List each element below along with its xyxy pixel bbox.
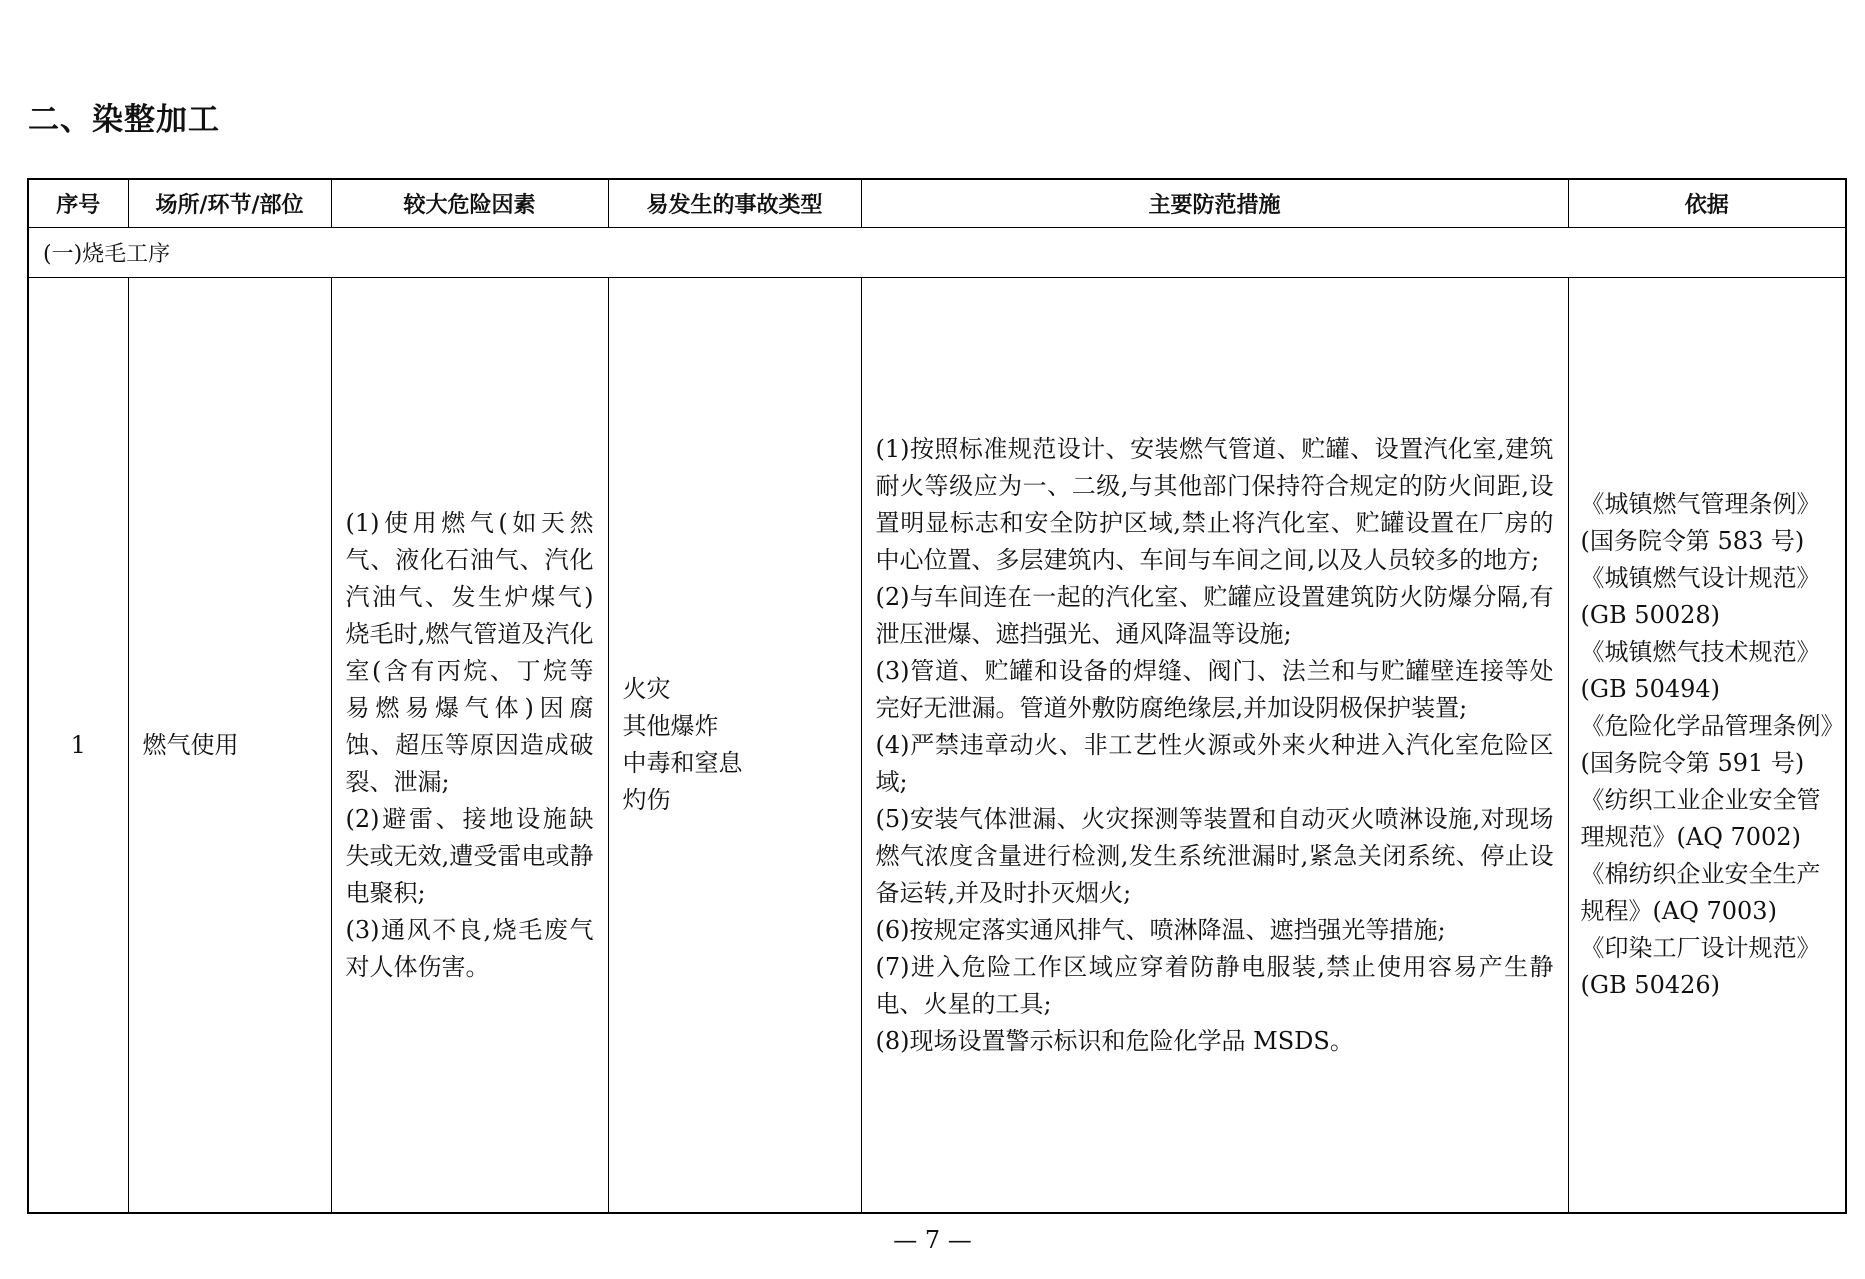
accident-type: 灼伤 — [622, 786, 671, 814]
row-number: 1 — [28, 278, 128, 1214]
header-no: 序号 — [28, 179, 128, 228]
row-place: 燃气使用 — [128, 278, 331, 1214]
row-hazards — [331, 278, 608, 1214]
page-number: — 7 — — [893, 1226, 972, 1254]
header-hazard: 较大危险因素 — [331, 179, 608, 228]
row-basis — [1568, 278, 1846, 1214]
accident-type: 其他爆炸 — [622, 712, 719, 740]
row-measures — [861, 278, 1568, 1214]
row-accident-types — [608, 278, 861, 1214]
table-header-row — [28, 179, 1846, 228]
measure-item: (1)按照标准规范设计、安装燃气管道、贮罐、设置汽化室,建筑耐火等级应为一、二级,与其他部门保持符合规定的防火间距,设置明显标志和安全防护区域,禁止将汽化室、贮罐设置在厂房的中心位置、多层建筑内、车间与车间之间,以及人员较多的地方; — [875, 434, 1554, 574]
basis-item: 《危险化学品管理条例》(国务院令第 591 号) — [1580, 712, 1833, 777]
measure-item: (7)进入危险工作区域应穿着防静电服装,禁止使用容易产生静电、火星的工具; — [875, 952, 1554, 1018]
accident-type: 火灾 — [622, 675, 671, 703]
table-row — [28, 278, 1846, 1214]
basis-item: 《印染工厂设计规范》(GB 50426) — [1580, 934, 1821, 999]
basis-item: 《城镇燃气设计规范》(GB 50028) — [1580, 564, 1821, 629]
hazard-item: (2)避雷、接地设施缺失或无效,遭受雷电或静电聚积; — [345, 804, 594, 907]
risk-table — [27, 178, 1847, 1214]
measure-item: (8)现场设置警示标识和危险化学品 MSDS。 — [875, 1026, 1354, 1055]
measure-item: (5)安装气体泄漏、火灾探测等装置和自动灭火喷淋设施,对现场燃气浓度含量进行检测,发生系统泄漏时,紧急关闭系统、停止设备运转,并及时扑灭烟火; — [875, 804, 1554, 907]
basis-item: 《纺织工业企业安全管理规范》(AQ 7002) — [1580, 786, 1821, 851]
measure-item: (2)与车间连在一起的汽化室、贮罐应设置建筑防火防爆分隔,有泄压泄爆、遮挡强光、通风降温等设施; — [875, 582, 1554, 648]
hazard-item: (1)使用燃气(如天然气、液化石油气、汽化汽油气、发生炉煤气)烧毛时,燃气管道及汽化室(含有丙烷、丁烷等易燃易爆气体)因腐蚀、超压等原因造成破裂、泄漏; — [345, 508, 594, 796]
subsection-label: (一)烧毛工序 — [28, 228, 1846, 278]
header-accident-type: 易发生的事故类型 — [608, 179, 861, 228]
accident-type: 中毒和窒息 — [622, 749, 743, 777]
subsection-row — [28, 228, 1846, 278]
basis-item: 《城镇燃气技术规范》(GB 50494) — [1580, 638, 1821, 703]
measure-item: (4)严禁违章动火、非工艺性火源或外来火种进入汽化室危险区域; — [875, 730, 1554, 796]
measure-item: (6)按规定落实通风排气、喷淋降温、遮挡强光等措施; — [875, 915, 1446, 944]
measure-item: (3)管道、贮罐和设备的焊缝、阀门、法兰和与贮罐壁连接等处完好无泄漏。管道外敷防腐绝缘层,并加设阴极保护装置; — [875, 656, 1554, 722]
basis-item: 《城镇燃气管理条例》(国务院令第 583 号) — [1580, 490, 1821, 555]
section-title: 二、染整加工 — [28, 102, 220, 138]
header-place: 场所/环节/部位 — [128, 179, 331, 228]
hazard-item: (3)通风不良,烧毛废气对人体伤害。 — [345, 915, 594, 981]
header-measures: 主要防范措施 — [861, 179, 1568, 228]
header-basis: 依据 — [1568, 179, 1846, 228]
basis-item: 《棉纺织企业安全生产规程》(AQ 7003) — [1580, 860, 1821, 925]
